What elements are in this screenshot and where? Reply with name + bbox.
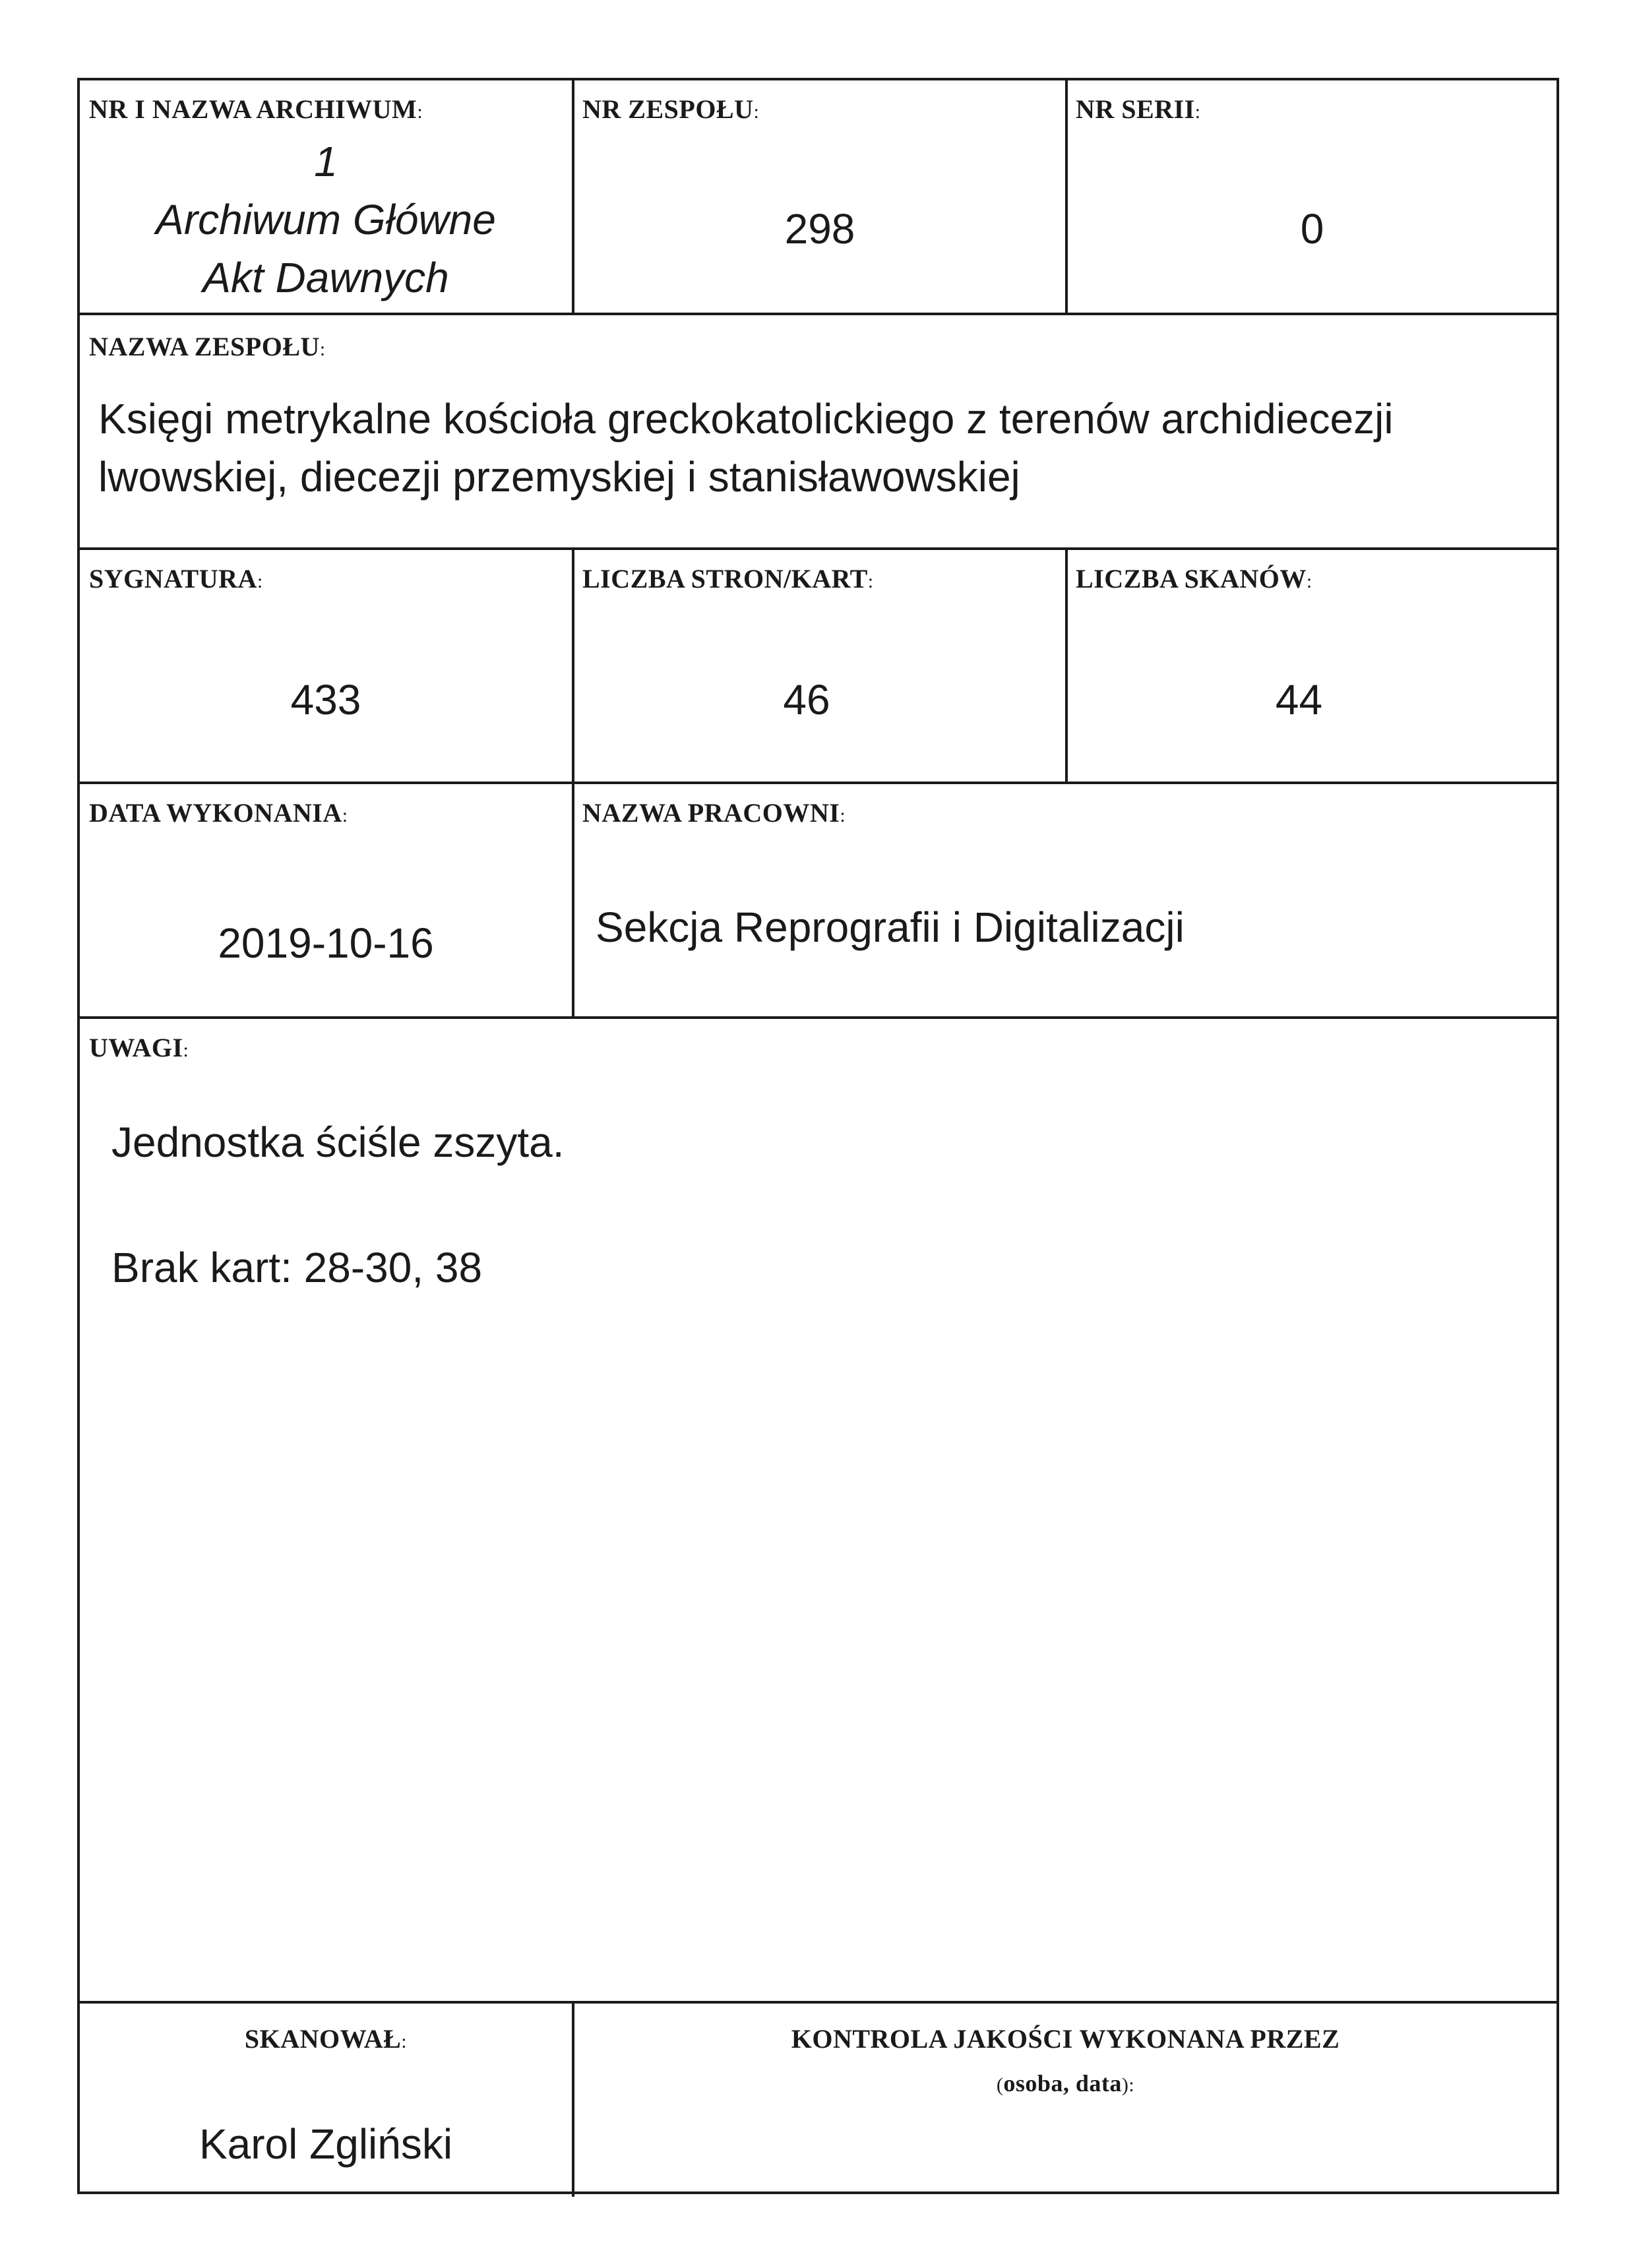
workshop-cell bbox=[574, 784, 1557, 1016]
date-value: 2019-10-16 bbox=[218, 919, 434, 967]
series-number-label-colon: : bbox=[1194, 101, 1201, 123]
scanned-by-value: Karol Zgliński bbox=[199, 2120, 453, 2168]
fonds-number-label-colon: : bbox=[753, 101, 760, 123]
workshop-value: Sekcja Reprografii i Digitalizacji bbox=[596, 904, 1185, 951]
fonds-name-label bbox=[89, 331, 326, 362]
fonds-number-label bbox=[582, 94, 759, 125]
archive-name-line1: Archiwum Główne bbox=[156, 196, 496, 243]
fonds-name-label-text: NAZWA ZESPOŁU bbox=[89, 332, 320, 361]
metadata-sheet bbox=[77, 78, 1559, 2194]
quality-control-paren-open: ( bbox=[996, 2074, 1004, 2096]
fonds-number-value: 298 bbox=[784, 205, 855, 253]
archive-label bbox=[89, 94, 423, 125]
fonds-name-line2: lwowskiej, diecezji przemyskiej i stanisławowskiej bbox=[98, 453, 1020, 501]
fonds-number-label-text: NR ZESPOŁU bbox=[582, 94, 754, 124]
date-label bbox=[89, 797, 348, 828]
scans-cell bbox=[1068, 550, 1557, 782]
pages-label bbox=[582, 563, 874, 594]
series-number-cell bbox=[1068, 80, 1557, 313]
pages-label-text: LICZBA STRON/KART bbox=[582, 564, 868, 594]
scanned-by-label bbox=[80, 2023, 572, 2054]
scanned-by-label-text: SKANOWAŁ bbox=[244, 2024, 402, 2054]
signature-cell bbox=[80, 550, 572, 782]
signature-label bbox=[89, 563, 263, 594]
pages-value: 46 bbox=[783, 676, 830, 723]
date-label-colon: : bbox=[342, 805, 348, 826]
workshop-label-colon: : bbox=[840, 805, 846, 826]
fonds-name-line1: Księgi metrykalne kościoła greckokatolickiego z terenów archidiecezji bbox=[98, 395, 1394, 443]
remarks-cell bbox=[80, 1019, 1557, 2001]
quality-control-paren-close: ): bbox=[1121, 2074, 1135, 2096]
series-number-value: 0 bbox=[1300, 205, 1324, 253]
archive-name-line2: Akt Dawnych bbox=[202, 254, 449, 301]
series-number-label bbox=[1076, 94, 1201, 125]
quality-control-label-line2-text: osoba, data bbox=[1003, 2070, 1122, 2097]
remarks-label-text: UWAGI bbox=[89, 1033, 183, 1062]
signature-label-text: SYGNATURA bbox=[89, 564, 257, 594]
fonds-name-label-colon: : bbox=[319, 338, 326, 360]
signature-label-colon: : bbox=[257, 570, 263, 592]
quality-control-cell bbox=[574, 2004, 1557, 2191]
workshop-label bbox=[582, 797, 846, 828]
fonds-number-cell bbox=[574, 80, 1065, 313]
date-label-text: DATA WYKONANIA bbox=[89, 798, 342, 828]
archive-number: 1 bbox=[314, 138, 338, 185]
scans-label-colon: : bbox=[1306, 570, 1312, 592]
quality-control-label-line2 bbox=[574, 2069, 1557, 2097]
archive-label-colon: : bbox=[417, 101, 423, 123]
remarks-label-colon: : bbox=[183, 1039, 189, 1061]
scanned-by-cell bbox=[80, 2004, 572, 2191]
pages-label-colon: : bbox=[867, 570, 874, 592]
scans-label bbox=[1076, 563, 1312, 594]
workshop-label-text: NAZWA PRACOWNI bbox=[582, 798, 840, 828]
remarks-line2: Brak kart: 28-30, 38 bbox=[111, 1244, 483, 1291]
fonds-name-cell bbox=[80, 315, 1557, 547]
signature-value: 433 bbox=[290, 676, 361, 723]
archive-label-text: NR I NAZWA ARCHIWUM bbox=[89, 94, 417, 124]
quality-control-label-line1: KONTROLA JAKOŚCI WYKONANA PRZEZ bbox=[791, 2024, 1340, 2054]
pages-cell bbox=[574, 550, 1065, 782]
remarks-line1: Jednostka ściśle zszyta. bbox=[111, 1119, 565, 1166]
scans-label-text: LICZBA SKANÓW bbox=[1076, 564, 1307, 594]
scanned-by-label-colon: : bbox=[401, 2031, 408, 2052]
remarks-label bbox=[89, 1032, 189, 1063]
archive-cell bbox=[80, 80, 572, 313]
date-cell bbox=[80, 784, 572, 1016]
scans-value: 44 bbox=[1275, 676, 1323, 723]
series-number-label-text: NR SERII bbox=[1076, 94, 1195, 124]
